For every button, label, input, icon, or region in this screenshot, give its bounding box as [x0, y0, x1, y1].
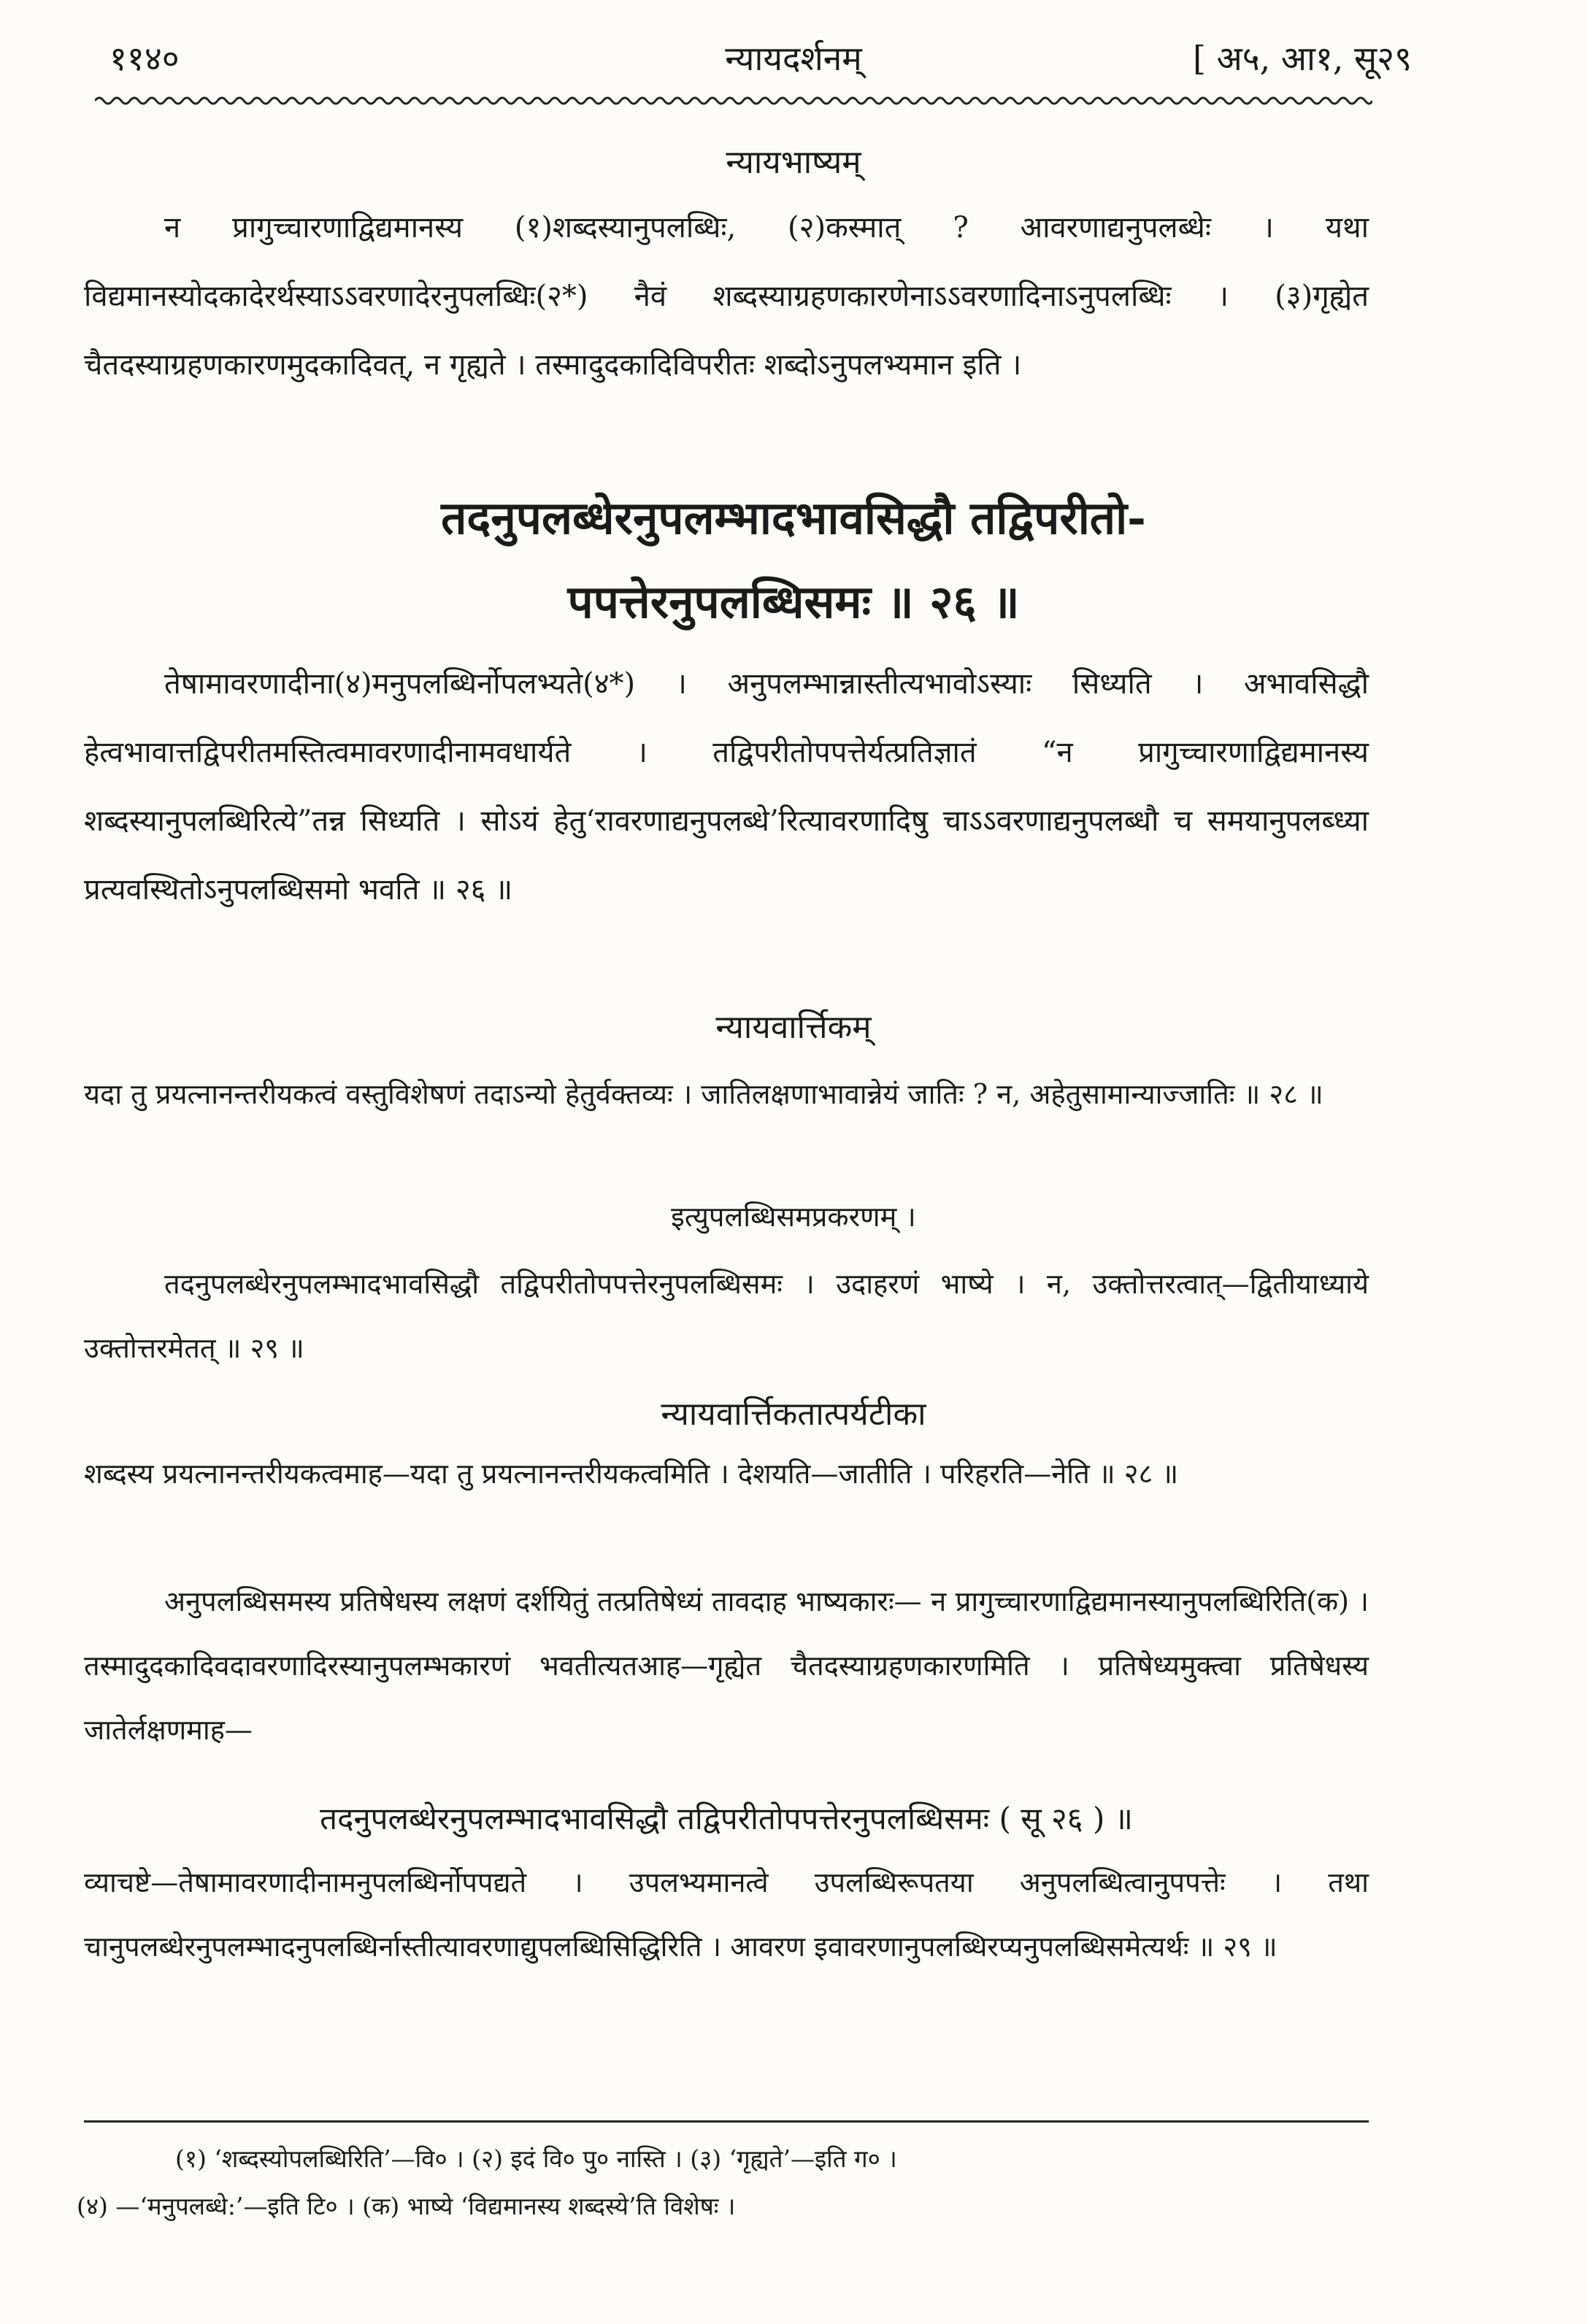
sutra-line-2: पपत्तेरनुपलब्धिसमः ॥ २६ ॥ [567, 575, 1020, 628]
tika-paragraph-3: व्याचष्टे—तेषामावरणादीनामनुपलब्धिर्नोपपद्यते । उपलभ्यमानत्वे उपलब्धिरूपतया अनुपलब्धित्वानुपपत्तेः । तथा चानुपलब्धेरनुपलम्भादनुपलब्धिर्नास्तीत्यावरणाद्युपलब्धिसिद्धिरिति । आवरण इवावरणानुपलब्धिरप्यनुपलब्धिसमेत्यर्थः ॥ २९ ॥ [84, 1866, 1369, 1963]
tika-paragraph-1: शब्दस्य प्रयत्नानन्तरीयकत्वमाह—यदा तु प्रयत्नानन्तरीयकत्वमिति । देशयति—जातीति । परिहरति—नेति ॥ २८ ॥ [84, 1458, 1179, 1490]
sutra-line-1: तदनुपलब्धेरनुपलम्भादभावसिद्धौ तद्विपरीतो- [441, 491, 1146, 545]
bhashya-paragraph-1: न प्रागुच्चारणाद्विद्यमानस्य (१)शब्दस्यानुपलब्धिः, (२)कस्मात् ? आवरणाद्यनुपलब्धेः । यथा विद्यमानस्योदकादेरर्थस्याऽऽवरणादेरनुपलब्धिः(२*) नैवं शब्दस्याग्रहणकारणेनाऽऽवरणादिनाऽनुपलब्धिः । (३)गृह्येत चैतदस्याग्रहणकारणमुदकादिवत्, न गृह्यते । तस्मादुदकादिविपरीतः शब्दोऽनुपलभ्यमान इति । [84, 211, 1369, 382]
bhashya-paragraph-2: तेषामावरणादीना(४)मनुपलब्धिर्नोपलभ्यते(४*) । अनुपलम्भान्नास्तीत्यभावोऽस्याः सिध्यति । अभावसिद्धौ हेत्वभावात्तद्विपरीतमस्तित्वमावरणादीनामवधार्यते । तद्विपरीतोपपत्तेर्यत्प्रतिज्ञातं “न प्रागुच्चारणाद्विद्यमानस्य शब्दस्यानुपलब्धिरित्ये”तन्न सिध्यति । सोऽयं हेतु‘रावरणाद्यनुपलब्धे’रित्यावरणादिषु चाऽऽवरणाद्यनुपलब्धौ च समयानुपलब्ध्या प्रत्यवस्थितोऽनुपलब्धिसमो भवति ॥ २६ ॥ [84, 667, 1369, 907]
heading-nyayabhashya: न्यायभाष्यम् [726, 144, 861, 181]
varttika-paragraph-1: यदा तु प्रयत्नानन्तरीयकत्वं वस्तुविशेषणं तदाऽन्यो हेतुर्वक्तव्यः । जातिलक्षणाभावान्नेयं जातिः ? न, अहेतुसामान्याज्जातिः ॥ २८ ॥ [84, 1078, 1323, 1110]
heading-tatparyatika: न्यायवार्त्तिकतात्पर्यटीका [661, 1396, 926, 1433]
header-wavy-rule [95, 95, 1372, 107]
varttika-paragraph-2: तदनुपलब्धेरनुपलम्भादभावसिद्धौ तद्विपरीतोपपत्तेरनुपलब्धिसमः । उदाहरणं भाष्ये । न, उक्तोत्तरत्वात्—द्वितीयाध्याये उक्तोत्तरमेतत् ॥ २९ ॥ [84, 1268, 1369, 1364]
footnote-line-1: (१) ‘शब्दस्योपलब्धिरिति’—वि० । (२) इदं वि० पु० नास्ति । (३) ‘गृह्यते’—इति ग० । [175, 2144, 897, 2173]
section-reference: [ अ५, आ१, सू२९ [1193, 39, 1412, 78]
tika-sutra-quote: तदनुपलब्धेरनुपलम्भादभावसिद्धौ तद्विपरीतोपपत्तेरनुपलब्धिसमः ( सू २६ ) ॥ [320, 1801, 1133, 1836]
prakarana-colophon: इत्युपलब्धिसमप्रकरणम् । [671, 1201, 916, 1233]
tika-paragraph-2: अनुपलब्धिसमस्य प्रतिषेधस्य लक्षणं दर्शयितुं तत्प्रतिषेध्यं तावदाह भाष्यकारः— न प्रागुच्चारणाद्विद्यमानस्यानुपलब्धिरिति(क) । तस्मादुदकादिवदावरणादिरस्यानुपलम्भकारणं भवतीत्यतआह—गृह्येत चैतदस्याग्रहणकारणमिति । प्रतिषेध्यमुक्त्वा प्रतिषेधस्य जातेर्लक्षणमाह— [84, 1585, 1369, 1746]
heading-nyayavarttika: न्यायवार्त्तिकम् [715, 1009, 872, 1046]
page-number: ११४० [109, 39, 180, 78]
running-title: न्यायदर्शनम् [725, 39, 862, 78]
footnote-line-2: (४) —‘मनुपलब्धे:’—इति टि० । (क) भाष्ये ‘विद्यमानस्य शब्दस्ये’ति विशेषः । [77, 2192, 736, 2220]
footnote-rule [84, 2120, 1369, 2123]
